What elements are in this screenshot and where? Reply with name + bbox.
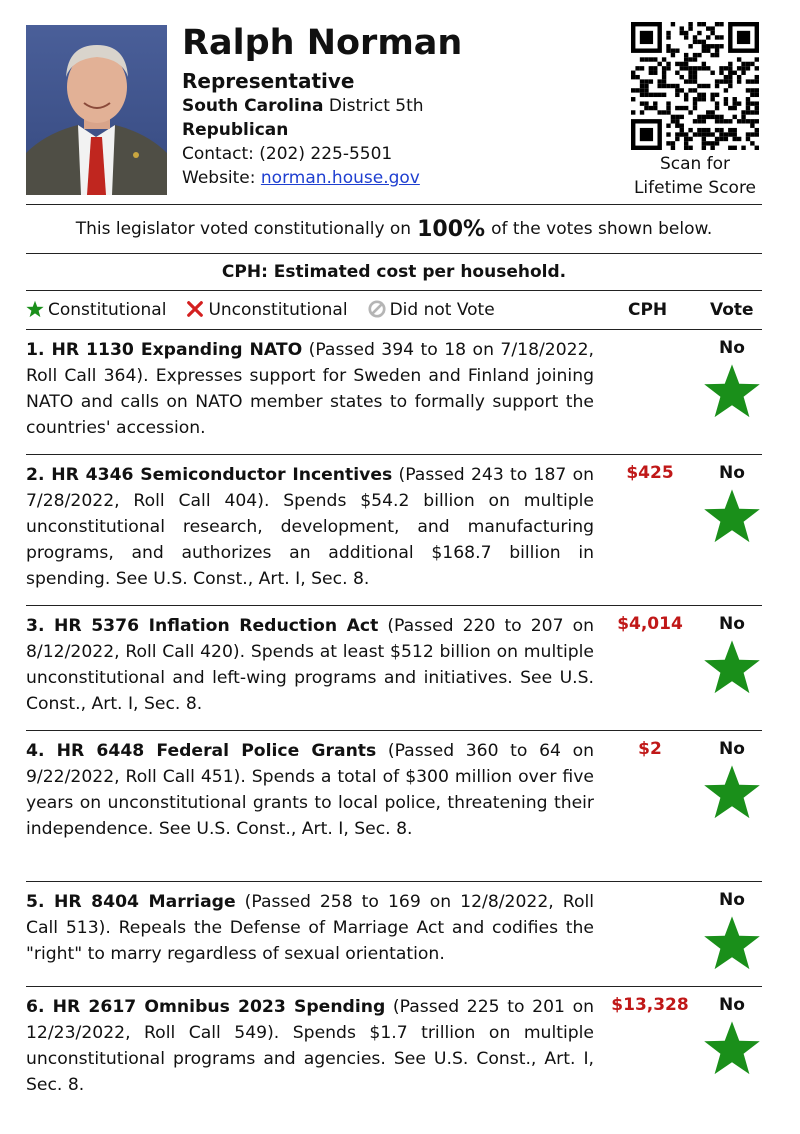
legend-constitutional-label: Constitutional [48, 300, 167, 320]
state-district [182, 94, 612, 118]
vote-row [26, 730, 762, 881]
star-icon [26, 300, 44, 321]
column-header-cph: CPH [628, 300, 668, 320]
vote-row [26, 986, 762, 1099]
constitutional-star-icon [702, 638, 762, 696]
scorecard [26, 22, 762, 1099]
constitutional-star-icon [702, 914, 762, 972]
bill-title: 3. HR 5376 Inflation Reduction Act [26, 616, 379, 636]
vote-value: No [719, 995, 745, 1015]
state: South Carolina [182, 96, 324, 116]
cph-value: $13,328 [611, 995, 689, 1015]
legislator-info [182, 22, 612, 190]
website-label: Website: [182, 168, 256, 188]
cph-value: $425 [626, 463, 674, 483]
bill-summary: (Passed 258 to 169 on 12/8/2022, Roll Call 513). Repeals the Defense of Marriage Act and codifies the "right" to marry regardless of sexual orientation. [26, 892, 595, 964]
vote-description [26, 731, 594, 842]
vote-description [26, 987, 594, 1098]
constitutional-star-icon [702, 362, 762, 420]
vote-description [26, 882, 594, 967]
bill-title: 4. HR 6448 Federal Police Grants [26, 741, 377, 761]
cross-icon [186, 300, 204, 321]
summary-percent: 100% [417, 216, 486, 242]
vote-value: No [719, 463, 745, 483]
vote-description [26, 330, 594, 441]
cph-heading: CPH: Estimated cost per household. [221, 262, 567, 282]
vote-row [26, 605, 762, 730]
bill-title: 2. HR 4346 Semiconductor Incentives [26, 465, 393, 485]
column-header-vote: Vote [710, 300, 754, 320]
legislator-photo [26, 25, 167, 195]
contact-label: Contact: [182, 144, 254, 164]
party: Republican [182, 120, 289, 140]
vote-row [26, 454, 762, 605]
summary-suffix: of the votes shown below. [491, 219, 713, 239]
constitutional-star-icon [702, 1019, 762, 1077]
bill-title: 1. HR 1130 Expanding NATO [26, 340, 303, 360]
legend-unconstitutional [186, 300, 347, 321]
bill-summary: (Passed 243 to 187 on 7/28/2022, Roll Call 404). Spends $54.2 billion on multiple unconstitutional research, development, and manufacturing programs, and authorizes an additional $168.7 billion in spending. See U.S. Const., Art. I, Sec. 8. [26, 465, 594, 589]
constitutional-star-icon [702, 487, 762, 545]
cph-value: $4,014 [617, 614, 683, 634]
bill-title: 5. HR 8404 Marriage [26, 892, 236, 912]
vote-row [26, 881, 762, 986]
legislator-header [26, 22, 762, 204]
qr-caption-1: Scan for [659, 154, 731, 174]
summary-line [26, 205, 762, 253]
vote-row [26, 329, 762, 454]
legend-did-not-vote-label: Did not Vote [389, 300, 495, 320]
bill-summary: (Passed 360 to 64 on 9/22/2022, Roll Call 451). Spends a total of $300 million over five years on unconstitutional grants to local police, threatening their independence. See U.S. Const., Art. I, Sec. 8. [26, 741, 594, 839]
website-link[interactable]: norman.house.gov [260, 168, 420, 188]
legislator-role: Representative [182, 69, 355, 93]
qr-caption-2: Lifetime Score [633, 178, 757, 198]
votes-list [26, 329, 762, 1099]
website-line [182, 166, 612, 190]
qr-code-icon[interactable] [631, 22, 759, 150]
bill-summary: (Passed 394 to 18 on 7/18/2022, Roll Call 364). Expresses support for Sweden and Finland joining NATO and calls on NATO member states to formally support the countries' accession. [26, 340, 595, 438]
vote-description [26, 606, 594, 717]
legend-constitutional [26, 300, 166, 321]
did-not-vote-icon [368, 300, 386, 321]
constitutional-star-icon [702, 763, 762, 821]
legislator-name: Ralph Norman [182, 23, 463, 63]
vote-value: No [719, 338, 745, 358]
district: District 5th [328, 96, 424, 116]
contact-phone[interactable]: (202) 225-5501 [259, 144, 393, 164]
legend-unconstitutional-label: Unconstitutional [208, 300, 348, 320]
cph-value: $2 [638, 739, 662, 759]
contact-line [182, 142, 612, 166]
vote-value: No [719, 890, 745, 910]
vote-description [26, 455, 594, 592]
bill-summary: (Passed 220 to 207 on 8/12/2022, Roll Call 420). Spends at least $512 billion on multiple unconstitutional and left-wing programs and initiatives. See U.S. Const., Art. I, Sec. 8. [26, 616, 594, 714]
bill-title: 6. HR 2617 Omnibus 2023 Spending [26, 997, 386, 1017]
bill-summary: (Passed 225 to 201 on 12/23/2022, Roll Call 549). Spends $1.7 trillion on multiple unconstitutional programs and agencies. See U.S. Const., Art. I, Sec. 8. [26, 997, 594, 1095]
summary-prefix: This legislator voted constitutionally on [75, 219, 412, 239]
legend-did-not-vote [368, 300, 495, 321]
vote-value: No [719, 739, 745, 759]
legend [26, 291, 762, 329]
vote-value: No [719, 614, 745, 634]
qr-block [628, 22, 762, 200]
